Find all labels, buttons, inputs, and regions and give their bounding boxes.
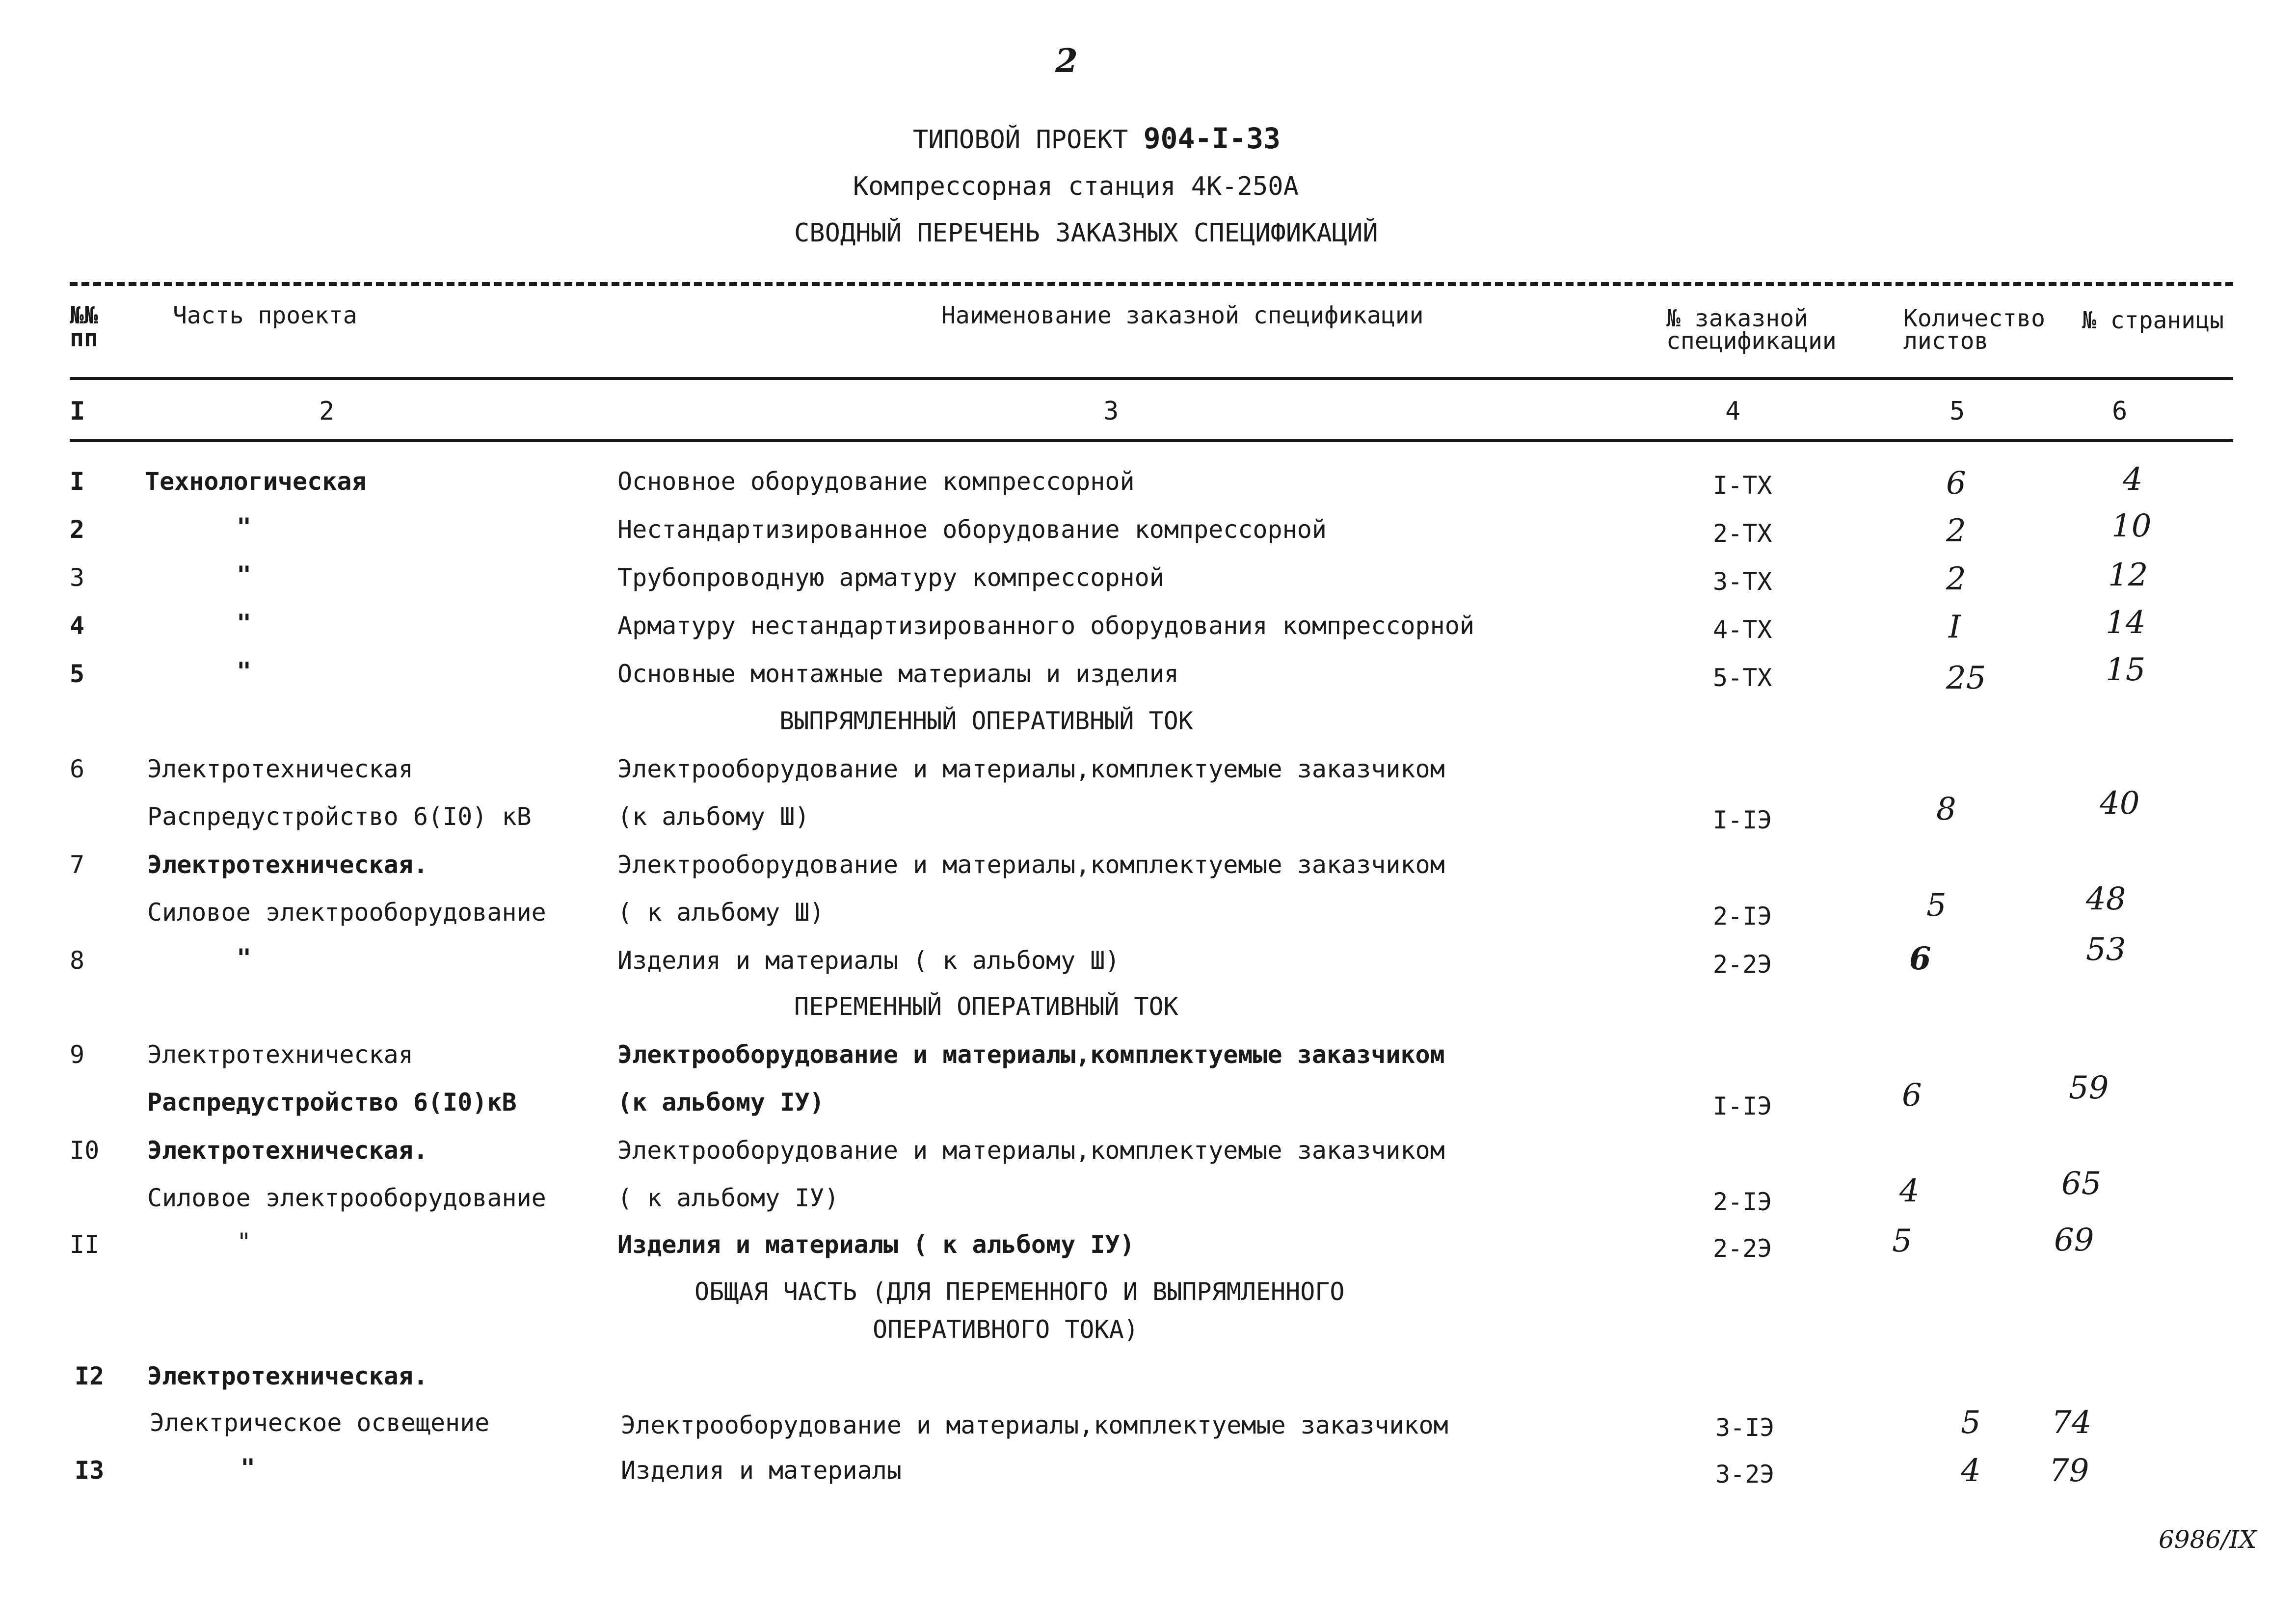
section-heading: ОБЩАЯ ЧАСТЬ (ДЛЯ ПЕРЕМЕННОГО И ВЫПРЯМЛЕННОГО bbox=[694, 1277, 1345, 1306]
row-page: 74 bbox=[2052, 1405, 2092, 1441]
column-number: 6 bbox=[2112, 397, 2128, 426]
row-part: Электротехническая. bbox=[147, 851, 428, 879]
row-page: 59 bbox=[2069, 1070, 2109, 1106]
row-qty: 25 bbox=[1946, 660, 1986, 696]
row-spec: 3-TX bbox=[1713, 567, 1772, 596]
header-bottom-rule bbox=[70, 377, 2233, 380]
row-qty: 2 bbox=[1946, 513, 1966, 549]
project-code: 904-I-33 bbox=[1143, 122, 1281, 155]
project-title bbox=[913, 122, 1281, 155]
row-part-sub: Силовое электрооборудование bbox=[147, 1184, 546, 1212]
row-num: I bbox=[70, 467, 85, 496]
row-qty: 6 bbox=[1946, 465, 1966, 502]
row-part-sub: Распредустройство 6(I0)кВ bbox=[147, 1088, 517, 1117]
row-page: 15 bbox=[2106, 652, 2146, 688]
list-title: СВОДНЫЙ ПЕРЕЧЕНЬ ЗАКАЗНЫХ СПЕЦИФИКАЦИЙ bbox=[794, 218, 1378, 248]
header-part: Часть проекта bbox=[173, 302, 357, 329]
row-part: Технологическая bbox=[145, 467, 367, 496]
row-page: 53 bbox=[2086, 931, 2126, 968]
header-spec-line1: № заказной bbox=[1666, 305, 1808, 332]
section-heading: ВЫПРЯМЛЕННЫЙ ОПЕРАТИВНЫЙ ТОК bbox=[779, 707, 1193, 735]
row-qty: 5 bbox=[1926, 887, 1947, 924]
row-spec: 3-2Э bbox=[1715, 1460, 1775, 1489]
row-name: Электрооборудование и материалы,комплектуемые заказчиком bbox=[617, 1136, 1445, 1165]
header-qty bbox=[1903, 305, 2045, 355]
row-name: Электрооборудование и материалы,комплектуемые заказчиком bbox=[617, 1040, 1445, 1069]
row-name: Изделия и материалы bbox=[621, 1456, 902, 1485]
project-label: ТИПОВОЙ ПРОЕКТ bbox=[913, 125, 1128, 155]
row-num: 7 bbox=[70, 851, 85, 879]
row-qty: 5 bbox=[1892, 1223, 1912, 1259]
header-num-line2: пп bbox=[70, 324, 98, 352]
row-num: 5 bbox=[70, 660, 85, 688]
row-spec: 2-2Э bbox=[1713, 1234, 1772, 1263]
row-spec: I-TX bbox=[1713, 471, 1772, 500]
row-page: 10 bbox=[2111, 508, 2152, 544]
row-name: Электрооборудование и материалы,комплектуемые заказчиком bbox=[617, 755, 1445, 783]
row-part: Электротехническая bbox=[147, 755, 413, 783]
row-spec: 2-IЭ bbox=[1713, 1188, 1772, 1216]
row-spec: I-IЭ bbox=[1713, 1092, 1772, 1120]
header-page: № страницы bbox=[2082, 307, 2224, 334]
row-qty: 6 bbox=[1902, 1077, 1922, 1114]
row-part: " bbox=[237, 513, 252, 541]
row-part: " bbox=[237, 657, 252, 686]
row-num: I2 bbox=[75, 1362, 105, 1390]
header-spec bbox=[1666, 305, 1837, 355]
row-name: Изделия и материалы ( к альбому IУ) bbox=[617, 1230, 1135, 1259]
row-name-sub: (к альбому IУ) bbox=[617, 1088, 825, 1117]
row-name: Нестандартизированное оборудование компрессорной bbox=[617, 515, 1327, 544]
row-spec: 2-TX bbox=[1713, 519, 1772, 548]
row-name: Электрооборудование и материалы,комплектуемые заказчиком bbox=[617, 851, 1445, 879]
row-part: " bbox=[240, 1454, 256, 1482]
row-name-sub: ( к альбому IУ) bbox=[617, 1184, 839, 1212]
row-name: Арматуру нестандартизированного оборудования компрессорной bbox=[617, 612, 1474, 640]
station-name: Компрессорная станция 4К-250А bbox=[853, 172, 1299, 201]
row-part: " bbox=[237, 1228, 252, 1256]
row-part: Электротехническая. bbox=[147, 1362, 428, 1390]
row-name-sub: ( к альбому Ш) bbox=[617, 898, 825, 927]
row-qty: 4 bbox=[1899, 1173, 1920, 1209]
header-top-rule bbox=[70, 282, 2233, 286]
row-page: 79 bbox=[2049, 1453, 2089, 1489]
column-number: 5 bbox=[1949, 397, 1965, 426]
row-part-sub: Распредустройство 6(I0) кВ bbox=[147, 802, 532, 831]
row-page: 40 bbox=[2100, 785, 2140, 822]
row-spec: 5-TX bbox=[1713, 664, 1772, 692]
row-name: Трубопроводную арматуру компрессорной bbox=[617, 563, 1164, 592]
row-part-sub: Электрическое освещение bbox=[150, 1409, 490, 1437]
row-num: 3 bbox=[70, 563, 85, 592]
row-part: " bbox=[237, 944, 252, 972]
row-qty: 5 bbox=[1961, 1405, 1981, 1441]
row-part: Электротехническая. bbox=[147, 1136, 428, 1165]
header-name: Наименование заказной спецификации bbox=[941, 302, 1424, 329]
row-page: 4 bbox=[2123, 461, 2143, 498]
header-qty-line2: листов bbox=[1903, 327, 1989, 355]
row-part-sub: Силовое электрооборудование bbox=[147, 898, 546, 927]
section-heading: ПЕРЕМЕННЫЙ ОПЕРАТИВНЫЙ ТОК bbox=[794, 992, 1178, 1021]
header-num-line1: №№ bbox=[70, 302, 98, 329]
row-name: Основное оборудование компрессорной bbox=[617, 467, 1135, 496]
column-number: 3 bbox=[1103, 397, 1119, 426]
column-number: 4 bbox=[1725, 397, 1741, 426]
column-number-rule bbox=[70, 439, 2233, 442]
row-page: 48 bbox=[2086, 881, 2126, 917]
row-num: 2 bbox=[70, 515, 85, 544]
row-num: II bbox=[70, 1230, 100, 1259]
row-spec: I-IЭ bbox=[1713, 806, 1772, 834]
row-part: " bbox=[237, 561, 252, 589]
row-num: 8 bbox=[70, 946, 85, 975]
row-page: 65 bbox=[2061, 1166, 2102, 1202]
row-qty: 4 bbox=[1961, 1453, 1981, 1489]
row-name: Изделия и материалы ( к альбому Ш) bbox=[617, 946, 1120, 975]
row-num: 9 bbox=[70, 1040, 85, 1069]
row-name-sub: (к альбому Ш) bbox=[617, 802, 810, 831]
archive-stamp: 6986/IX bbox=[2159, 1525, 2257, 1554]
header-qty-line1: Количество bbox=[1903, 305, 2045, 332]
page-number: 2 bbox=[1055, 42, 1078, 80]
row-name: Электрооборудование и материалы,комплектуемые заказчиком bbox=[621, 1411, 1448, 1439]
row-spec: 3-IЭ bbox=[1715, 1413, 1775, 1442]
row-page: 12 bbox=[2108, 557, 2148, 593]
row-qty: 8 bbox=[1936, 791, 1956, 827]
row-page: 14 bbox=[2106, 605, 2146, 641]
row-part: Электротехническая bbox=[147, 1040, 413, 1069]
row-qty: 2 bbox=[1946, 561, 1966, 597]
row-name: Основные монтажные материалы и изделия bbox=[617, 660, 1179, 688]
row-spec: 2-IЭ bbox=[1713, 902, 1772, 931]
row-part: " bbox=[237, 609, 252, 638]
row-spec: 4-TX bbox=[1713, 615, 1772, 644]
column-number: 2 bbox=[319, 397, 335, 426]
header-num bbox=[70, 302, 98, 352]
row-num: I0 bbox=[70, 1136, 100, 1165]
row-spec: 2-2Э bbox=[1713, 950, 1772, 979]
header-spec-line2: спецификации bbox=[1666, 327, 1837, 355]
row-qty: 6 bbox=[1909, 940, 1931, 977]
row-num: 4 bbox=[70, 612, 85, 640]
column-number: I bbox=[70, 397, 85, 426]
row-num: 6 bbox=[70, 755, 85, 783]
row-page: 69 bbox=[2054, 1222, 2094, 1258]
row-num: I3 bbox=[75, 1456, 105, 1485]
section-heading-line2: ОПЕРАТИВНОГО ТОКА) bbox=[873, 1315, 1139, 1344]
row-qty: I bbox=[1949, 609, 1961, 645]
